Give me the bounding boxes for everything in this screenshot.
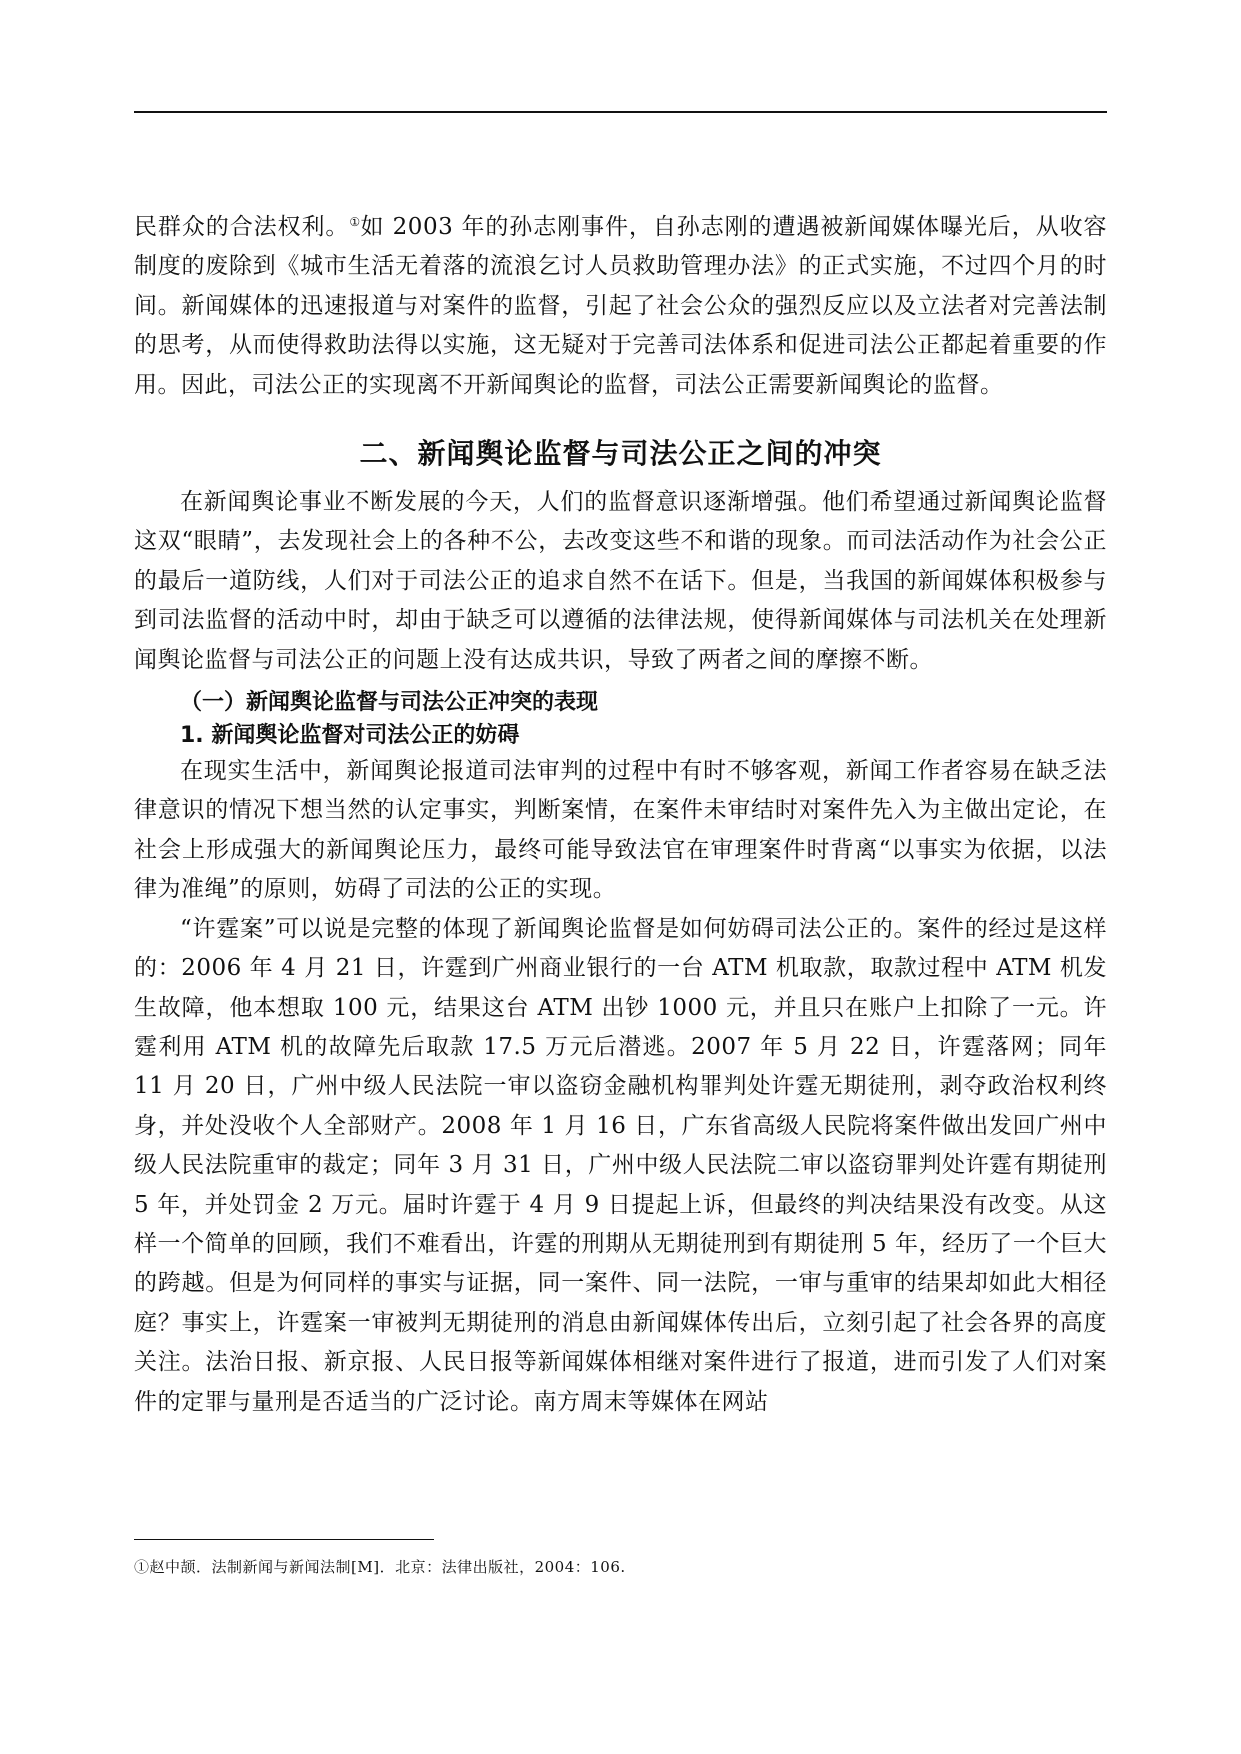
subsection-heading: （一）新闻舆论监督与司法公正冲突的表现 (180, 690, 599, 716)
footnote: ①赵中颉．法制新闻与新闻法制[M]．北京：法律出版社，2004：106. (134, 1558, 626, 1576)
section-heading: 二、新闻舆论监督与司法公正之间的冲突 (359, 437, 882, 471)
paragraph-continued (134, 203, 1107, 405)
paragraph-text: 如 2003 年的孙志刚事件，自孙志刚的遭遇被新闻媒体曝光后，从收容制度的废除到《城市生活无着落的流浪乞讨人员救助管理办法》的正式实施，不过四个月的时间。新闻媒体的迅速报道与对案件的监督，引起了社会公众的强烈反应以及立法者对完善法制的思考，从而使得救助法得以实施，这无疑对于完善司法体系和促进司法公正都起着重要的作用。因此，司法公正的实现离不开新闻舆论的监督，司法公正需要新闻舆论的监督。 (134, 214, 1107, 398)
paragraph-intro: 在新闻舆论事业不断发展的今天，人们的监督意识逐渐增强。他们希望通过新闻舆论监督这双“眼睛”，去发现社会上的各种不公，去改变这些不和谐的现象。而司法活动作为社会公正的最后一道防线，人们对于司法公正的追求自然不在话下。但是，当我国的新闻媒体积极参与到司法监督的活动中时，却由于缺乏可以遵循的法律法规，使得新闻媒体与司法机关在处理新闻舆论监督与司法公正的问题上没有达成共识，导致了两者之间的摩擦不断。 (134, 489, 1107, 673)
paragraph-text: 民群众的合法权利。 (134, 214, 350, 240)
subsubsection-heading: 1. 新闻舆论监督对司法公正的妨碍 (180, 723, 520, 749)
page-body (134, 203, 1107, 1422)
paragraph-obstruction: 在现实生活中，新闻舆论报道司法审判的过程中有时不够客观，新闻工作者容易在缺乏法律意识的情况下想当然的认定事实，判断案情，在案件未审结时对案件先入为主做出定论，在社会上形成强大的新闻舆论压力，最终可能导致法官在审理案件时背离“以事实为依据，以法律为准绳”的原则，妨碍了司法的公正的实现。 (134, 758, 1107, 903)
footnote-separator (134, 1539, 434, 1540)
paragraph-xu-ting-case: “许霆案”可以说是完整的体现了新闻舆论监督是如何妨碍司法公正的。案件的经过是这样的：2006 年 4 月 21 日，许霆到广州商业银行的一台 ATM 机取款，取款过程中 ATM 机发生故障，他本想取 100 元，结果这台 ATM 出钞 1000 元，并且只在账户上扣除了一元。许霆利用 ATM 机的故障先后取款 17.5 万元后潜逃。2007 年 5 月 22 日，许霆落网；同年 11 月 20 日，广州中级人民法院一审以盗窃金融机构罪判处许霆无期徒刑，剥夺政治权利终身，并处没收个人全部财产。2008 年 1 月 16 日，广东省高级人民院将案件做出发回广州中级人民法院重审的裁定；同年 3 月 31 日，广州中级人民法院二审以盗窃罪判处许霆有期徒刑 5 年，并处罚金 2 万元。届时许霆于 4 月 9 日提起上诉，但最终的判决结果没有改变。从这样一个简单的回顾，我们不难看出，许霆的刑期从无期徒刑到有期徒刑 5 年，经历了一个巨大的跨越。但是为何同样的事实与证据，同一案件、同一法院，一审与重审的结果却如此大相径庭？事实上，许霆案一审被判无期徒刑的消息由新闻媒体传出后，立刻引起了社会各界的高度关注。法治日报、新京报、人民日报等新闻媒体相继对案件进行了报道，进而引发了人们对案件的定罪与量刑是否适当的广泛讨论。南方周末等媒体在网站 (134, 915, 1107, 1415)
header-rule (134, 111, 1107, 113)
footnote-reference[interactable]: ① (349, 215, 361, 229)
